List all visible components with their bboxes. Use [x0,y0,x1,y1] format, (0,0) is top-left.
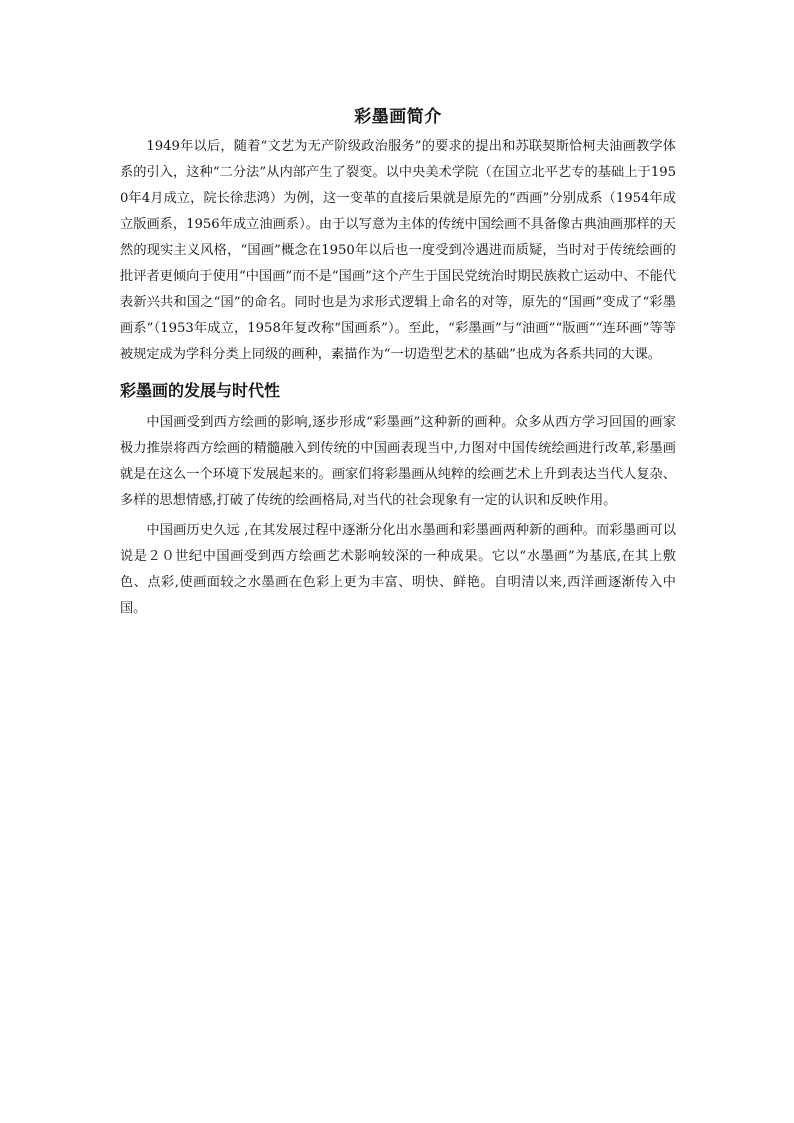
section-paragraph: 中国画受到西方绘画的影响,逐步形成“彩墨画”这种新的画种。众多从西方学习回国的画家极力推崇将西方绘画的精髓融入到传统的中国画表现当中,力图对中国传统绘画进行改革,彩墨画就是在这么一个环境下发展起来的。画家们将彩墨画从纯粹的绘画艺术上升到表达当代人复杂、多样的思想情感,打破了传统的绘画格局,对当代的社会现象有一定的认识和反映作用。 [120,415,676,508]
section-heading: 彩墨画的发展与时代性 [120,381,281,400]
document-title: 彩墨画简介 [354,107,442,127]
intro-paragraph: 1949年以后，随着“文艺为无产阶级政治服务”的要求的提出和苏联契斯恰柯夫油画教学体系的引入，这种“二分法”从内部产生了裂变。以中央美术学院（在国立北平艺专的基础上于1950年4月成立，院长徐悲鸿）为例，这一变革的直接后果就是原先的“西画”分别成系（1954年成立版画系，1956年成立油画系）。由于以写意为主体的传统中国绘画不具备像古典油画那样的天然的现实主义风格，“国画”概念在1950年以后也一度受到冷遇进而质疑，当时对于传统绘画的批评者更倾向于使用“中国画”而不是“国画”这个产生于国民党统治时期民族救亡运动中、不能代表新兴共和国之“国”的命名。同时也是为求形式逻辑上命名的对等，原先的“国画”变成了“彩墨画系”（1953年成立，1958年复改称“国画系”）。至此，“彩墨画”与“油画”“版画”“连环画”等等被规定成为学科分类上同级的画种，素描作为“一切造型艺术的基础”也成为各系共同的大课。 [120,139,676,362]
document-body [120,104,676,622]
section-paragraph: 中国画历史久远 ,在其发展过程中逐渐分化出水墨画和彩墨画两种新的画种。而彩墨画可以说是２０世纪中国画受到西方绘画艺术影响较深的一种成果。它以“水墨画”为基底,在其上敷色、点彩,使画面较之水墨画在色彩上更为丰富、明快、鲜艳。自明清以来,西洋画逐渐传入中国。 [120,523,676,616]
